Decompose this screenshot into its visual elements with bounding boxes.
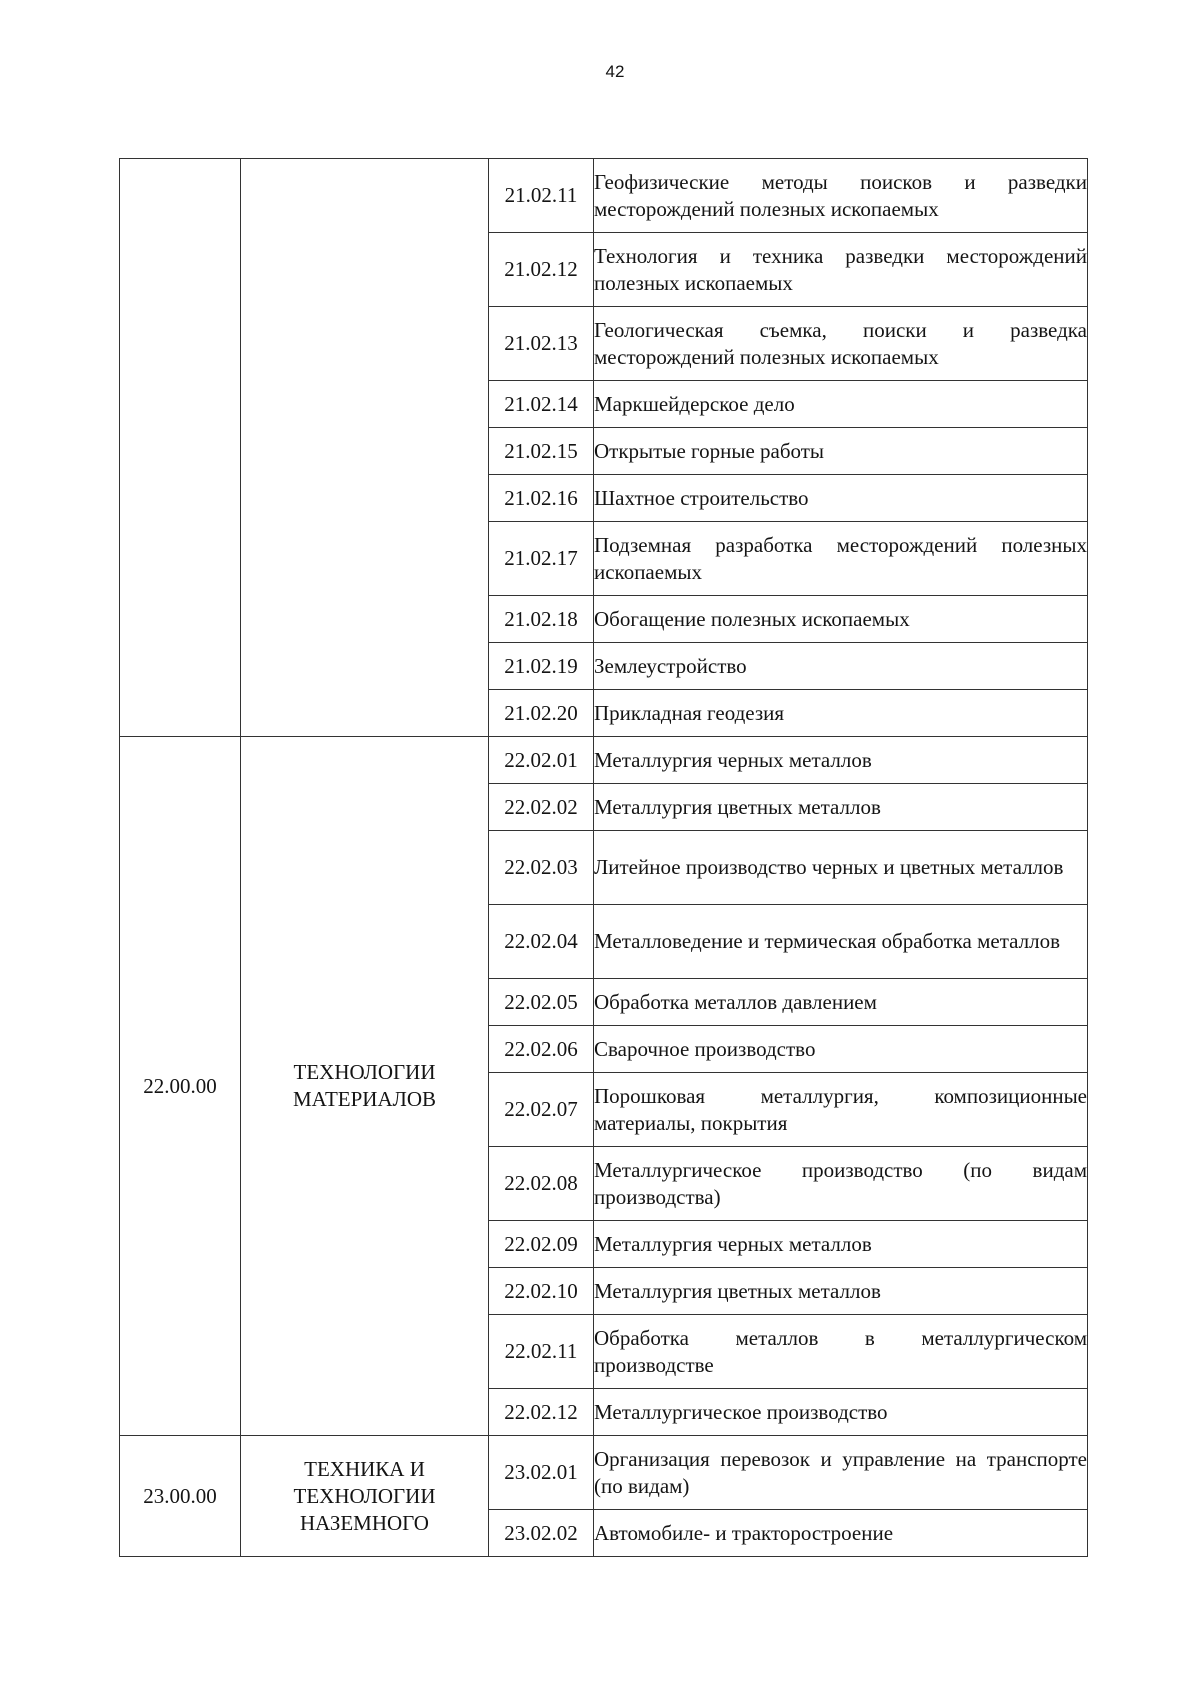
specialty-code: 22.02.12 [489,1389,594,1436]
specialty-name: Технология и техника разведки месторождений полезных ископаемых [594,233,1088,307]
specialty-name: Землеустройство [594,643,1088,690]
specialty-code: 22.02.02 [489,784,594,831]
group-code-cell: 22.00.00 [120,737,241,1436]
specialty-code: 22.02.05 [489,979,594,1026]
specialty-name: Маркшейдерское дело [594,381,1088,428]
specialty-name: Металлургия черных металлов [594,737,1088,784]
specialty-name: Организация перевозок и управление на транспорте (по видам) [594,1436,1088,1510]
specialty-name: Открытые горные работы [594,428,1088,475]
specialty-code: 22.02.08 [489,1147,594,1221]
table-row [120,737,1088,784]
specialty-name: Подземная разработка месторождений полезных ископаемых [594,522,1088,596]
specialty-code: 21.02.11 [489,159,594,233]
specialty-code: 21.02.15 [489,428,594,475]
specialty-name: Металлургия цветных металлов [594,1268,1088,1315]
specialty-code: 21.02.12 [489,233,594,307]
group-name-line: ТЕХНОЛОГИИ [293,1483,436,1508]
group-code-cell [120,159,241,737]
specialty-name: Порошковая металлургия, композиционные материалы, покрытия [594,1073,1088,1147]
specialty-name: Геологическая съемка, поиски и разведка месторождений полезных ископаемых [594,307,1088,381]
specialty-name: Металлургическое производство [594,1389,1088,1436]
group-name-cell [241,1436,489,1557]
specialty-code: 23.02.02 [489,1510,594,1557]
specialty-code: 21.02.18 [489,596,594,643]
specialty-code: 21.02.13 [489,307,594,381]
specialty-name: Прикладная геодезия [594,690,1088,737]
specialty-code: 21.02.20 [489,690,594,737]
specialty-name: Обработка металлов в металлургическом производстве [594,1315,1088,1389]
group-name-cell [241,159,489,737]
specialty-code: 23.02.01 [489,1436,594,1510]
page-number: 42 [605,62,625,81]
specialty-code: 21.02.16 [489,475,594,522]
specialty-code: 22.02.01 [489,737,594,784]
specialty-code: 21.02.19 [489,643,594,690]
specialty-code: 22.02.11 [489,1315,594,1389]
group-name-line: НАЗЕМНОГО [300,1510,429,1535]
specialty-code: 22.02.09 [489,1221,594,1268]
specialty-name: Литейное производство черных и цветных металлов [594,831,1088,905]
table-row [120,1436,1088,1510]
specialty-code: 21.02.17 [489,522,594,596]
specialty-name: Геофизические методы поисков и разведки месторождений полезных ископаемых [594,159,1088,233]
group-name-line: МАТЕРИАЛОВ [292,1087,437,1111]
group-code-cell: 23.00.00 [120,1436,241,1557]
specialty-name: Металлургическое производство (по видам производства) [594,1147,1088,1221]
group-name-line: ТЕХНОЛОГИИ [293,1060,436,1084]
group-name-line: ТЕХНИКА И [304,1456,425,1481]
specialty-name: Металловедение и термическая обработка металлов [594,905,1088,979]
group-name-cell [241,737,489,1436]
specialty-name: Шахтное строительство [594,475,1088,522]
specialty-name: Металлургия цветных металлов [594,784,1088,831]
specialty-name: Сварочное производство [594,1026,1088,1073]
specialty-name: Автомобиле- и тракторостроение [594,1510,1088,1557]
specialty-code: 22.02.04 [489,905,594,979]
specialties-table [119,158,1088,1557]
specialty-name: Металлургия черных металлов [594,1221,1088,1268]
specialty-code: 22.02.07 [489,1073,594,1147]
specialty-code: 22.02.06 [489,1026,594,1073]
specialty-name: Обработка металлов давлением [594,979,1088,1026]
specialty-name: Обогащение полезных ископаемых [594,596,1088,643]
table-row [120,159,1088,233]
specialty-code: 22.02.03 [489,831,594,905]
specialty-code: 22.02.10 [489,1268,594,1315]
specialty-code: 21.02.14 [489,381,594,428]
